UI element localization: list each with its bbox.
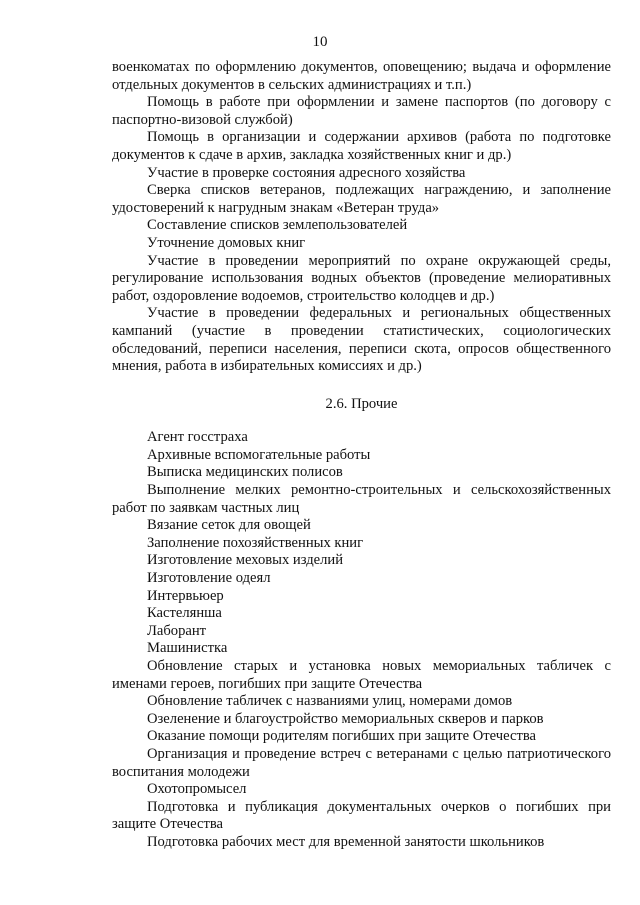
list-item: Выполнение мелких ремонтно-строительных и сельскохозяйственных работ по заявкам частных лиц bbox=[112, 482, 611, 516]
paragraph: Участие в проведении мероприятий по охране окружающей среды, регулирование использования водных объектов (проведение мелиоративных работ, оздоровление водоемов, строительство колодцев и др.) bbox=[112, 252, 611, 304]
list-item: Охотопромысел bbox=[147, 781, 247, 798]
list-item: Агент госстраха bbox=[147, 429, 248, 446]
paragraph: Сверка списков ветеранов, подлежащих награждению, и заполнение удостоверений к нагрудным знакам «Ветеран труда» bbox=[112, 182, 611, 216]
list-item: Изготовление одеял bbox=[147, 570, 271, 587]
list-item: Архивные вспомогательные работы bbox=[147, 446, 371, 463]
list-item: Лаборант bbox=[147, 622, 207, 639]
section-list bbox=[112, 429, 611, 851]
document-body bbox=[112, 59, 611, 852]
list-item: Интервьюер bbox=[147, 587, 224, 604]
paragraph: Участие в проведении федеральных и региональных общественных кампаний (участие в проведении статистических, социологических обследований, переписи населения, переписи скота, опросов общественного мнения, работа в избирательных комиссиях и др.) bbox=[112, 305, 611, 375]
section-heading: 2.6. Прочие bbox=[325, 395, 398, 412]
paragraph: военкоматах по оформлению документов, оповещению; выдача и оформление отдельных документов в сельских администрациях и т.п.) bbox=[112, 59, 611, 93]
list-item: Изготовление меховых изделий bbox=[147, 552, 344, 569]
list-item: Подготовка рабочих мест для временной занятости школьников bbox=[147, 833, 545, 850]
list-item: Подготовка и публикация документальных очерков о погибших при защите Отечества bbox=[112, 798, 611, 833]
list-item: Обновление старых и установка новых мемориальных табличек с именами героев, погибших при защите Отечества bbox=[112, 658, 611, 692]
paragraph: Помощь в организации и содержании архивов (работа по подготовке документов к сдаче в архив, закладка хозяйственных книг и др.) bbox=[112, 129, 611, 163]
list-item: Оказание помощи родителям погибших при защите Отечества bbox=[147, 728, 536, 745]
list-item: Кастелянша bbox=[147, 605, 222, 622]
paragraph: Участие в проверке состояния адресного хозяйства bbox=[147, 164, 466, 181]
paragraph: Уточнение домовых книг bbox=[147, 234, 306, 251]
paragraph: Помощь в работе при оформлении и замене паспортов (по договору с паспортно-визовой службой) bbox=[112, 94, 611, 128]
list-item: Выписка медицинских полисов bbox=[147, 464, 343, 481]
list-item: Заполнение похозяйственных книг bbox=[147, 534, 364, 551]
paragraph: Составление списков землепользователей bbox=[147, 217, 408, 234]
list-item: Обновление табличек с названиями улиц, номерами домов bbox=[147, 693, 513, 710]
list-item: Озеленение и благоустройство мемориальных скверов и парков bbox=[147, 710, 544, 727]
list-item: Машинистка bbox=[147, 640, 228, 657]
page-number: 10 bbox=[312, 34, 328, 50]
list-item: Вязание сеток для овощей bbox=[147, 517, 311, 534]
list-item: Организация и проведение встреч с ветеранами с целью патриотического воспитания молодежи bbox=[112, 745, 611, 780]
